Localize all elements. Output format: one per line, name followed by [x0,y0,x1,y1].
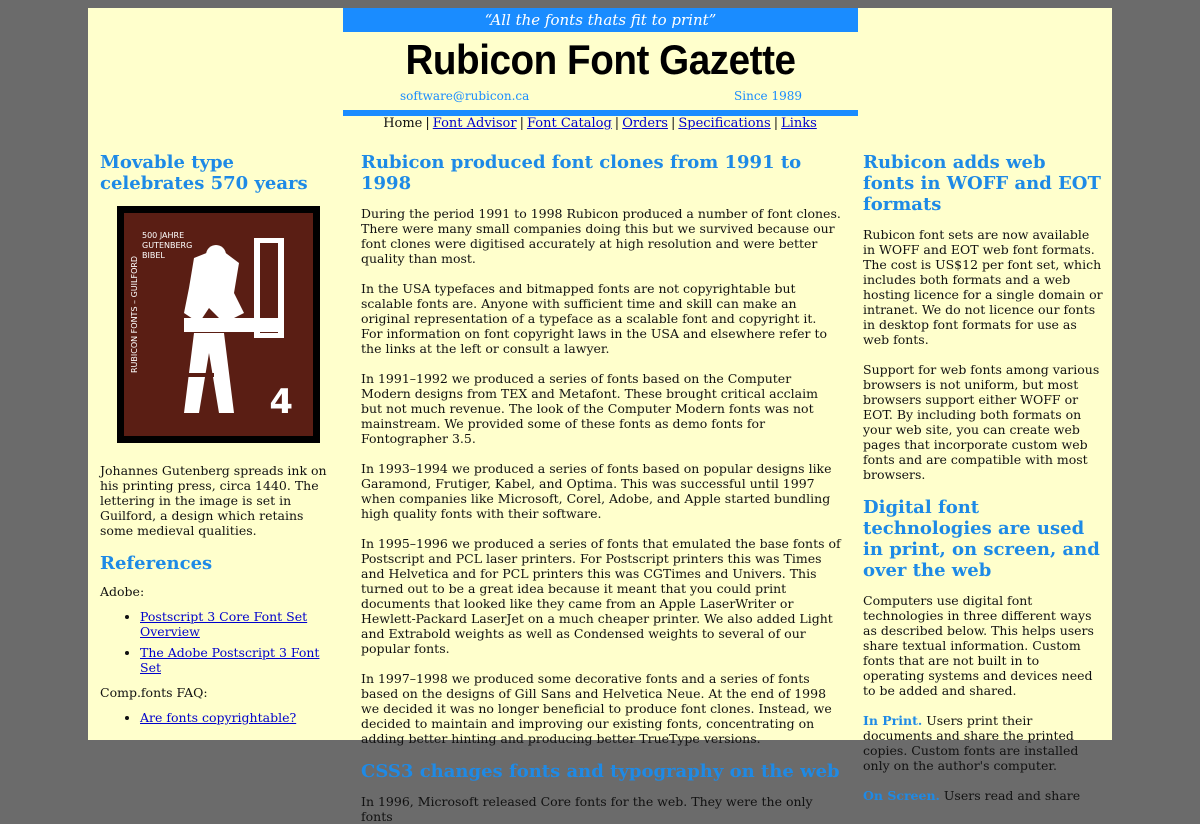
stamp-text: 500 JAHRE GUTENBERG BIBEL [142,231,193,260]
adobe-links [100,609,332,675]
stamp-side-text: RUBICON FONTS – GUILFORD [130,255,139,373]
paragraph: In 1997–1998 we produced some decorative fonts and a series of fonts based on the designs of Gill Sans and Helvetica Neue. At the end of 1998 we decided it was no longer beneficial to produce font clones. Instead, we decided to maintain and improving our existing fonts, concentrating on adding better hinting and producing better TrueType versions. [361,671,832,746]
title-box [343,32,858,116]
compfonts-links [100,710,332,725]
since-text: Since 1989 [734,89,802,103]
list-item [140,609,332,639]
masthead [343,8,858,116]
right-heading-webfonts: Rubicon adds web fonts in WOFF and EOT formats [863,152,1101,215]
gutenberg-stamp-image [117,206,320,443]
screen-head: On Screen. [863,788,940,803]
middle-column [361,152,841,824]
paragraph: Rubicon font sets are now available in WOFF and EOT web font formats. The cost is US$12 per font set, which includes both formats and a web hosting licence for a single domain or intranet. We do not licence our fonts in desktop font formats for use as web fonts. [863,227,1103,347]
paragraph: During the period 1991 to 1998 Rubicon produced a number of font clones. There were many small companies doing this but we survived because our font clones were digitised accurately at high resolution and were better quality than most. [361,206,841,266]
page [88,8,1112,824]
list-item [140,645,332,675]
paragraph: Computers use digital font technologies in three different ways as described below. This helps users share textual information. Custom fonts that are not built in to operating systems and devices need to be added and shared. [863,593,1094,698]
paragraph: In 1995–1996 we produced a series of fonts that emulated the base fonts of Postscript and PCL laser printers. For Postscript printers this was Times and Helvetica and for PCL printers this was CGTimes and Univers. This turned out to be a great idea because it meant that you could print documents that looked like they came from an Apple LaserWriter or Hewlett-Packard LaserJet on a much cheaper printer. We also added Light and Extrabold weights as well as Condensed weights to several of our popular fonts. [361,536,841,656]
paragraph: In 1993–1994 we produced a series of fonts based on popular designs like Garamond, Frutiger, Kabel, and Optima. This was successful until 1997 when companies like Microsoft, Corel, Adobe, and Apple started bundling high quality fonts with their software. [361,461,832,521]
paragraph: In 1996, Microsoft released Core fonts for the web. They were the only fonts [361,794,813,824]
list-item [140,710,332,725]
stamp-caption: Johannes Gutenberg spreads ink on his printing press, circa 1440. The lettering in the image is set in Guilford, a design which retains some medieval qualities. [100,463,327,538]
site-title: Rubicon Font Gazette [405,36,796,83]
paragraph: Support for web fonts among various browsers is not uniform, but most browsers support either WOFF or EOT. By including both formats on your web site, you can create web pages that incorporate custom web fonts and are compatible with most browsers. [863,362,1100,482]
references-heading: References [100,553,213,574]
top-nav: Home | Font Advisor | Font Catalog | Orders | Specifications | Links [383,116,817,131]
left-heading: Movable type celebrates 570 years [100,152,308,194]
paragraph: In 1991–1992 we produced a series of fonts based on the Computer Modern designs from TEX and Metafont. These brought critical acclaim but not much revenue. The look of the Computer Modern fonts was not mainstream. We provided some of these fonts as demo fonts for Fontographer 3.5. [361,371,818,446]
nav-specifications[interactable]: Specifications [678,116,771,131]
right-heading-technologies: Digital font technologies are used in print, on screen, and over the web [863,497,1100,581]
print-head: In Print. [863,713,923,728]
nav-font-advisor[interactable]: Font Advisor [432,116,517,131]
adobe-label: Adobe: [100,584,145,599]
adobe-link-core-font-set[interactable]: Postscript 3 Core Font Set Overview [140,609,308,639]
paragraph: In the USA typefaces and bitmapped fonts are not copyrightable but scalable fonts are. Anyone with sufficient time and skill can make an original representation of a typeface as a scalable font and copyright it. For information on font copyright laws in the USA and elsewhere refer to the links at the left or consult a lawyer. [361,281,828,356]
nav-links[interactable]: Links [781,116,817,131]
nav-font-catalog[interactable]: Font Catalog [526,116,612,131]
email-text: software@rubicon.ca [400,89,530,103]
left-column [100,152,332,735]
compfonts-link-copyright[interactable]: Are fonts copyrightable? [140,710,297,725]
middle-heading-clones: Rubicon produced font clones from 1991 to 1998 [361,152,802,194]
adobe-link-font-set[interactable]: The Adobe Postscript 3 Font Set [140,645,320,675]
paragraph-screen: On Screen. Users read and share [863,788,1081,803]
compfonts-label: Comp.fonts FAQ: [100,685,208,700]
nav-orders[interactable]: Orders [622,116,668,131]
right-column [863,152,1103,803]
nav-home: Home [383,116,423,131]
tagline: “All the fonts thats fit to print” [343,8,858,32]
middle-heading-css3: CSS3 changes fonts and typography on the web [361,761,840,782]
paragraph-print: In Print. Users print their documents and share the printed copies. Custom fonts are installed only on the author's computer. [863,713,1079,773]
stamp-number: 4 [269,382,293,422]
